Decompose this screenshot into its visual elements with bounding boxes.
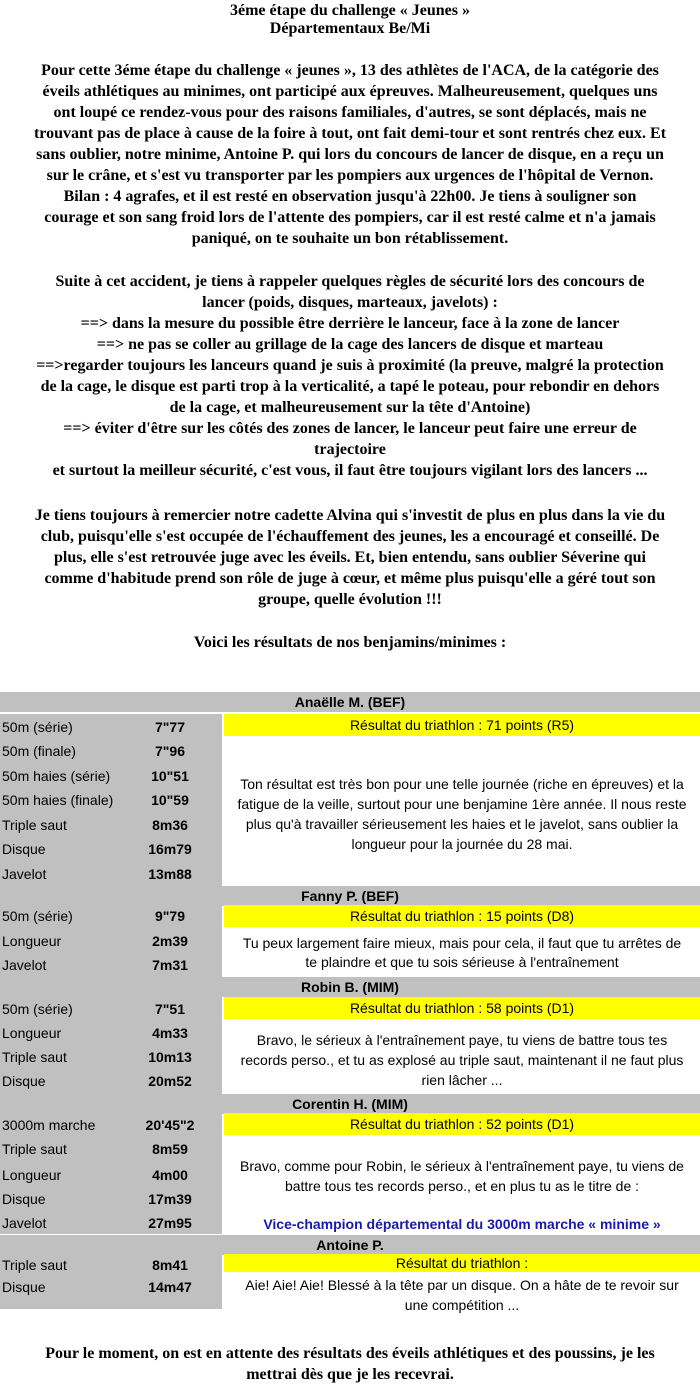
event-label: 50m (série) [2, 908, 73, 924]
event-value: 13m88 [148, 866, 192, 882]
page-subtitle: Départementaux Be/Mi [269, 20, 431, 37]
triathlon-result: Résultat du triathlon : 52 points (D1) [224, 1113, 700, 1135]
event-label: 50m (série) [2, 719, 73, 735]
event-label: 50m (série) [2, 1001, 73, 1017]
safety-rules-paragraph: Suite à cet accident, je tiens à rappeler quelques règles de sécurité lors des concours de lancer (poids, disques, marteaux, javelots) : ==> dans la mesure du possible être derrière le lanceur, face à la zone de lancer ==> ne pas se coller au grillage de la cage des lancers de disque et marteau ==>regarder toujours les lanceurs quand je suis à proximité (la preuve, malgré la protection de la cage, le disque est parti trop à la verticalité, a tapé le poteau, pour rebondir en dehors de la cage, et malheureusement sur la tête d'Antoine) ==> éviter d'être sur les côtés des zones de lancer, le lanceur peut faire une erreur de trajectoire et surtout la meilleur sécurité, c'est vous, il faut être toujours vigilant lors des lancers ... [36, 273, 664, 479]
event-label: Disque [2, 1279, 46, 1295]
event-label: Javelot [2, 957, 47, 973]
event-value: 7"96 [155, 743, 185, 759]
event-label: Disque [2, 1191, 46, 1207]
results-intro: Voici les résultats de nos benjamins/minimes : [193, 634, 507, 651]
event-value: 16m79 [148, 841, 192, 857]
event-label: Longueur [2, 1025, 62, 1041]
event-value: 4m33 [152, 1025, 188, 1041]
athlete-name: Anaëlle M. (BEF) [0, 692, 700, 712]
event-value: 17m39 [148, 1191, 192, 1207]
event-label: Triple saut [2, 1049, 67, 1065]
event-value: 10"59 [151, 792, 189, 808]
event-value: 9"79 [155, 908, 185, 924]
event-value: 8m41 [152, 1257, 188, 1273]
coach-comment: Bravo, comme pour Robin, le sérieux à l'entraînement paye, tu viens de battre tous tes records perso., et en plus tu as le titre de : [240, 1158, 684, 1194]
athlete-name: Antoine P. [0, 1235, 700, 1255]
athlete-name: Fanny P. (BEF) [0, 886, 700, 906]
event-value: 20m52 [148, 1073, 192, 1089]
event-value: 20'45"2 [145, 1117, 195, 1133]
event-label: Javelot [2, 1215, 47, 1231]
triathlon-result: Résultat du triathlon : [224, 1254, 700, 1272]
event-value: 7"77 [155, 719, 185, 735]
event-label: 3000m marche [2, 1117, 96, 1133]
event-value: 8m59 [152, 1141, 188, 1157]
event-label: Triple saut [2, 817, 67, 833]
champion-title: Vice-champion départemental du 3000m marche « minime » [263, 1216, 661, 1232]
event-value: 2m39 [152, 933, 188, 949]
event-label: 50m haies (finale) [2, 792, 114, 808]
event-label: 50m (finale) [2, 743, 76, 759]
athlete-name: Robin B. (MIM) [0, 977, 700, 997]
event-label: Triple saut [2, 1141, 67, 1157]
page-title: 3éme étape du challenge « Jeunes » [230, 2, 470, 19]
event-value: 14m47 [148, 1279, 192, 1295]
intro-paragraph: Pour cette 3éme étape du challenge « jeunes », 13 des athlètes de l'ACA, de la catégorie des éveils athlétiques au minimes, ont participé aux épreuves. Malheureusement, quelques uns ont loupé ce rendez-vous pour des raisons familiales, d'autres, se sont déplacés, mais ne trouvant pas de place à cause de la foire à tout, ont fait demi-tour et sont rentrés chez eux. Et sans oublier, notre minime, Antoine P. qui lors du concours de lancer de disque, en a reçu un sur le crâne, et s'est vu transporter par les pompiers aux urgences de l'hôpital de Vernon. Bilan : 4 agrafes, et il est resté en observation jusqu'à 22h00. Je tiens à souligner son courage et son sang froid lors de l'attente des pompiers, car il est resté calme et n'a jamais paniqué, on te souhaite un bon rétablissement. [33, 62, 667, 247]
athlete-name: Corentin H. (MIM) [0, 1094, 700, 1114]
event-value: 7m31 [152, 957, 188, 973]
event-label: Longueur [2, 933, 62, 949]
event-label: Triple saut [2, 1257, 67, 1273]
event-label: Disque [2, 841, 46, 857]
event-value: 7"51 [155, 1001, 185, 1017]
event-value: 10m13 [148, 1049, 192, 1065]
event-label: Disque [2, 1073, 46, 1089]
triathlon-result: Résultat du triathlon : 15 points (D8) [224, 905, 700, 927]
coach-comment: Tu peux largement faire mieux, mais pour cela, il faut que tu arrêtes de te plaindre et que tu sois sérieuse à l'entraînement [242, 935, 682, 970]
event-value: 27m95 [148, 1215, 192, 1231]
event-label: Longueur [2, 1167, 62, 1183]
coach-comment: Ton résultat est très bon pour une telle journée (riche en épreuves) et la fatigue de la veille, surtout pour une benjamine 1ère année. Il nous reste plus qu'à travailler sérieusement les haies et le javelot, sans oublier la longueur pour la journée du 28 mai. [237, 776, 687, 852]
event-label: 50m haies (série) [2, 768, 111, 784]
event-value: 4m00 [152, 1167, 188, 1183]
event-label: Javelot [2, 866, 47, 882]
triathlon-result: Résultat du triathlon : 71 points (R5) [224, 714, 700, 736]
event-value: 8m36 [152, 817, 188, 833]
thanks-paragraph: Je tiens toujours à remercier notre cadette Alvina qui s'investit de plus en plus dans la vie du club, puisqu'elle s'est occupée de l'échauffement des jeunes, les a encouragé et conseillé. De plus, elle s'est retrouvée juge avec les éveils. Et, bien entendu, sans oublier Séverine qui comme d'habitude prend son rôle de juge à cœur, et même plus puisqu'elle a géré tout son groupe, quelle évolution !!! [34, 507, 666, 608]
triathlon-result: Résultat du triathlon : 58 points (D1) [224, 997, 700, 1019]
coach-comment: Bravo, le sérieux à l'entraînement paye, tu viens de battre tous tes records perso., et tu as explosé au triple saut, maintenant il ne faut plus rien lâcher ... [240, 1032, 684, 1088]
closing-paragraph: Pour le moment, on est en attente des résultats des éveils athlétiques et des poussins, je les mettrai dès que je les recevrai. [45, 1345, 655, 1383]
coach-comment: Aie! Aie! Aie! Blessé à la tête par un disque. On a hâte de te revoir sur une compétition ... [245, 1277, 679, 1313]
event-value: 10"51 [151, 768, 189, 784]
